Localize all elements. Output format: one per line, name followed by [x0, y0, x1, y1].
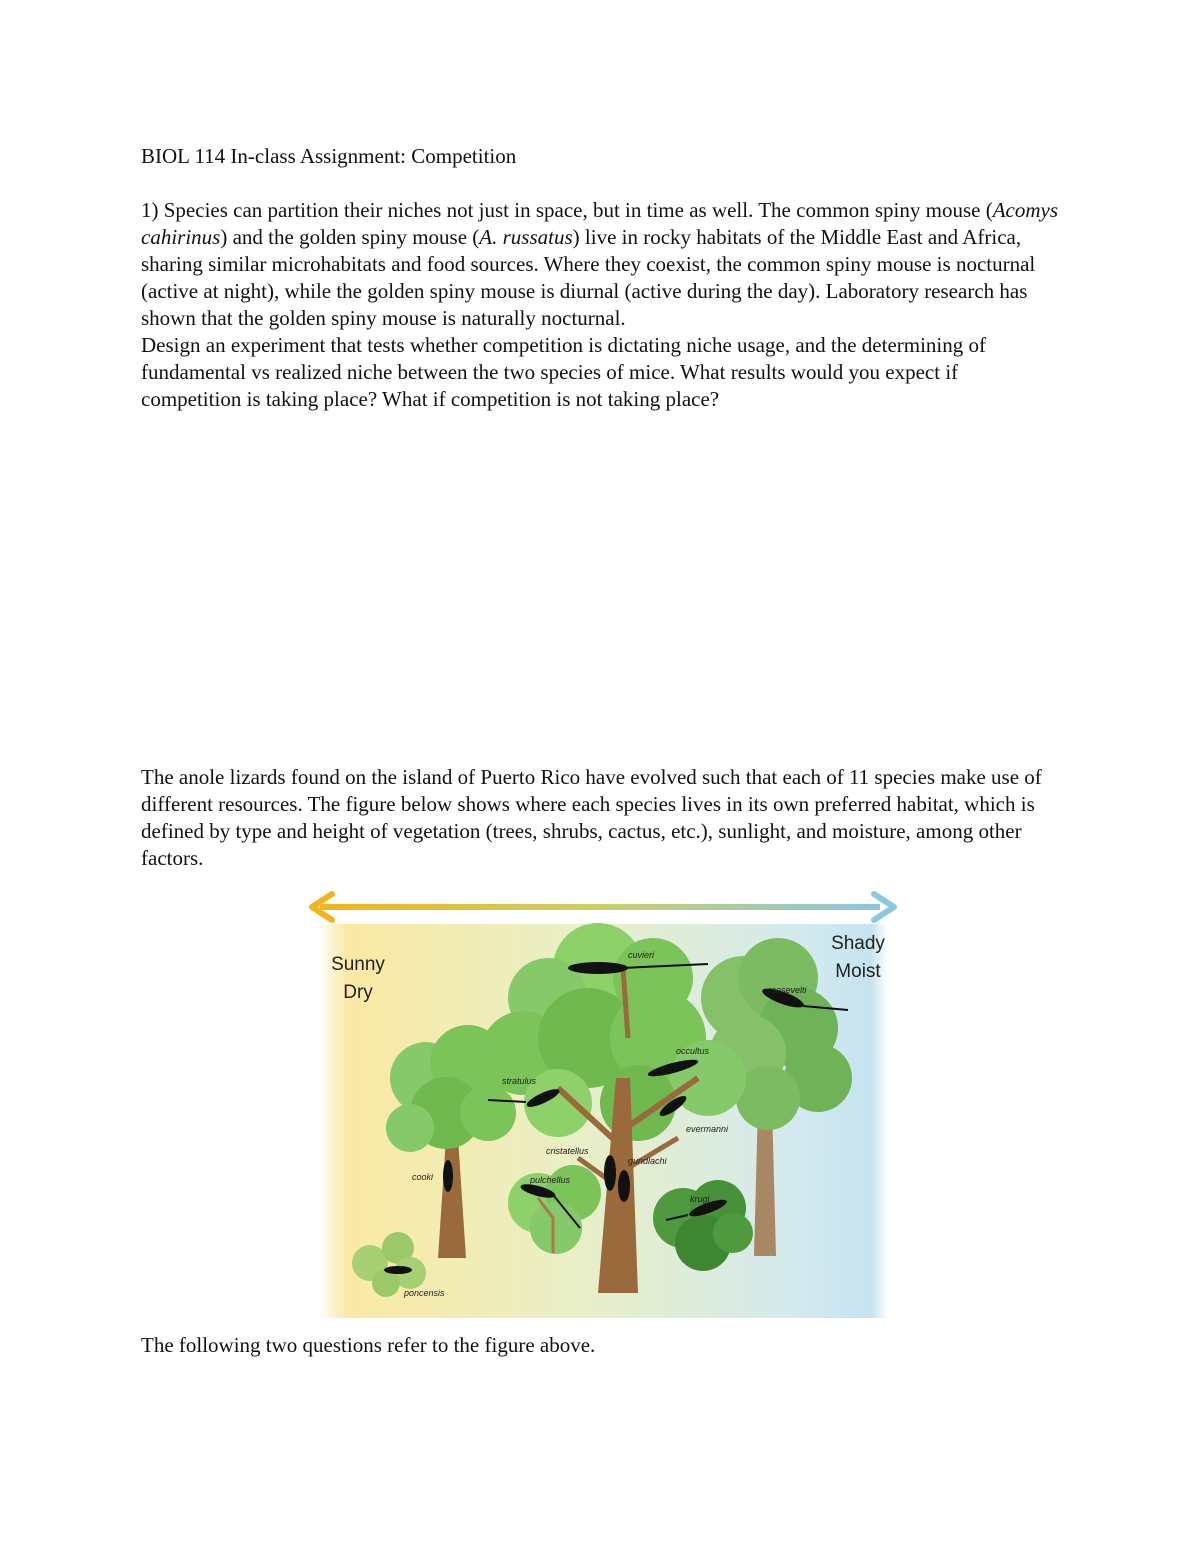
q1-text-part2: ) and the golden spiny mouse ( [220, 225, 480, 249]
anole-paragraph: The anole lizards found on the island of Puerto Rico have evolved such that each of 11 species make use of different resources. The figure below shows where each species lives in its own preferred habitat, which is defined by type and height of vegetation (trees, shrubs, cactus, etc.), sunlight, and moisture, among other factors. [141, 765, 1042, 870]
lizard-poncensis [384, 1266, 412, 1274]
label-poncensis: poncensis [404, 1288, 445, 1298]
moist-label: Moist [835, 961, 881, 982]
label-cuvieri: cuvieri [628, 950, 655, 960]
species-name-1: Acomys cahirinus [141, 198, 1059, 249]
lizard-cooki [443, 1160, 453, 1192]
species-name-2: A. russatus [479, 225, 573, 249]
anole-habitat-figure [298, 888, 904, 1318]
q1-text-part1: 1) Species can partition their niches not just in space, but in time as well. The common spiny mouse ( [141, 198, 993, 222]
question-1-prompt [141, 197, 1061, 332]
dry-label: Dry [343, 982, 373, 1003]
label-cooki: cooki [412, 1172, 434, 1182]
question-1-design: Design an experiment that tests whether competition is dictating niche usage, and the determining of fundamental vs realized niche between the two species of mice. What results would you expect if competition is taking place? What if competition is not taking place? [141, 333, 987, 411]
label-krugi: krugi [690, 1194, 710, 1204]
following-questions-note: The following two questions refer to the figure above. [141, 1333, 596, 1357]
shady-label: Shady [831, 933, 885, 954]
question-1 [141, 197, 1061, 413]
lizard-cristatellus [604, 1155, 616, 1191]
sunny-shady-arrow [312, 894, 894, 920]
sunny-label: Sunny [331, 954, 385, 975]
label-roosevelti: roosevelti [768, 985, 807, 995]
page-title: BIOL 114 In-class Assignment: Competition [141, 144, 517, 168]
label-gundlachi: gundlachi [628, 1156, 667, 1166]
label-stratulus: stratulus [502, 1076, 537, 1086]
q1-text-part3: ) live in rocky habitats of the Middle East and Africa, sharing similar microhabitats and food sources. Where they coexist, the common spiny mouse is nocturnal (active at night), while the golden spiny mouse is diurnal (active during the day). Laboratory research has shown that the golden spiny mouse is naturally nocturnal. [141, 225, 1036, 330]
lizard-cuvieri [568, 962, 628, 974]
label-pulchellus: pulchellus [530, 1175, 571, 1185]
lizard-gundlachi [618, 1170, 630, 1202]
label-occultus: occultus [676, 1046, 710, 1056]
label-evermanni: evermanni [686, 1124, 729, 1134]
label-cristatellus: cristatellus [546, 1146, 589, 1156]
